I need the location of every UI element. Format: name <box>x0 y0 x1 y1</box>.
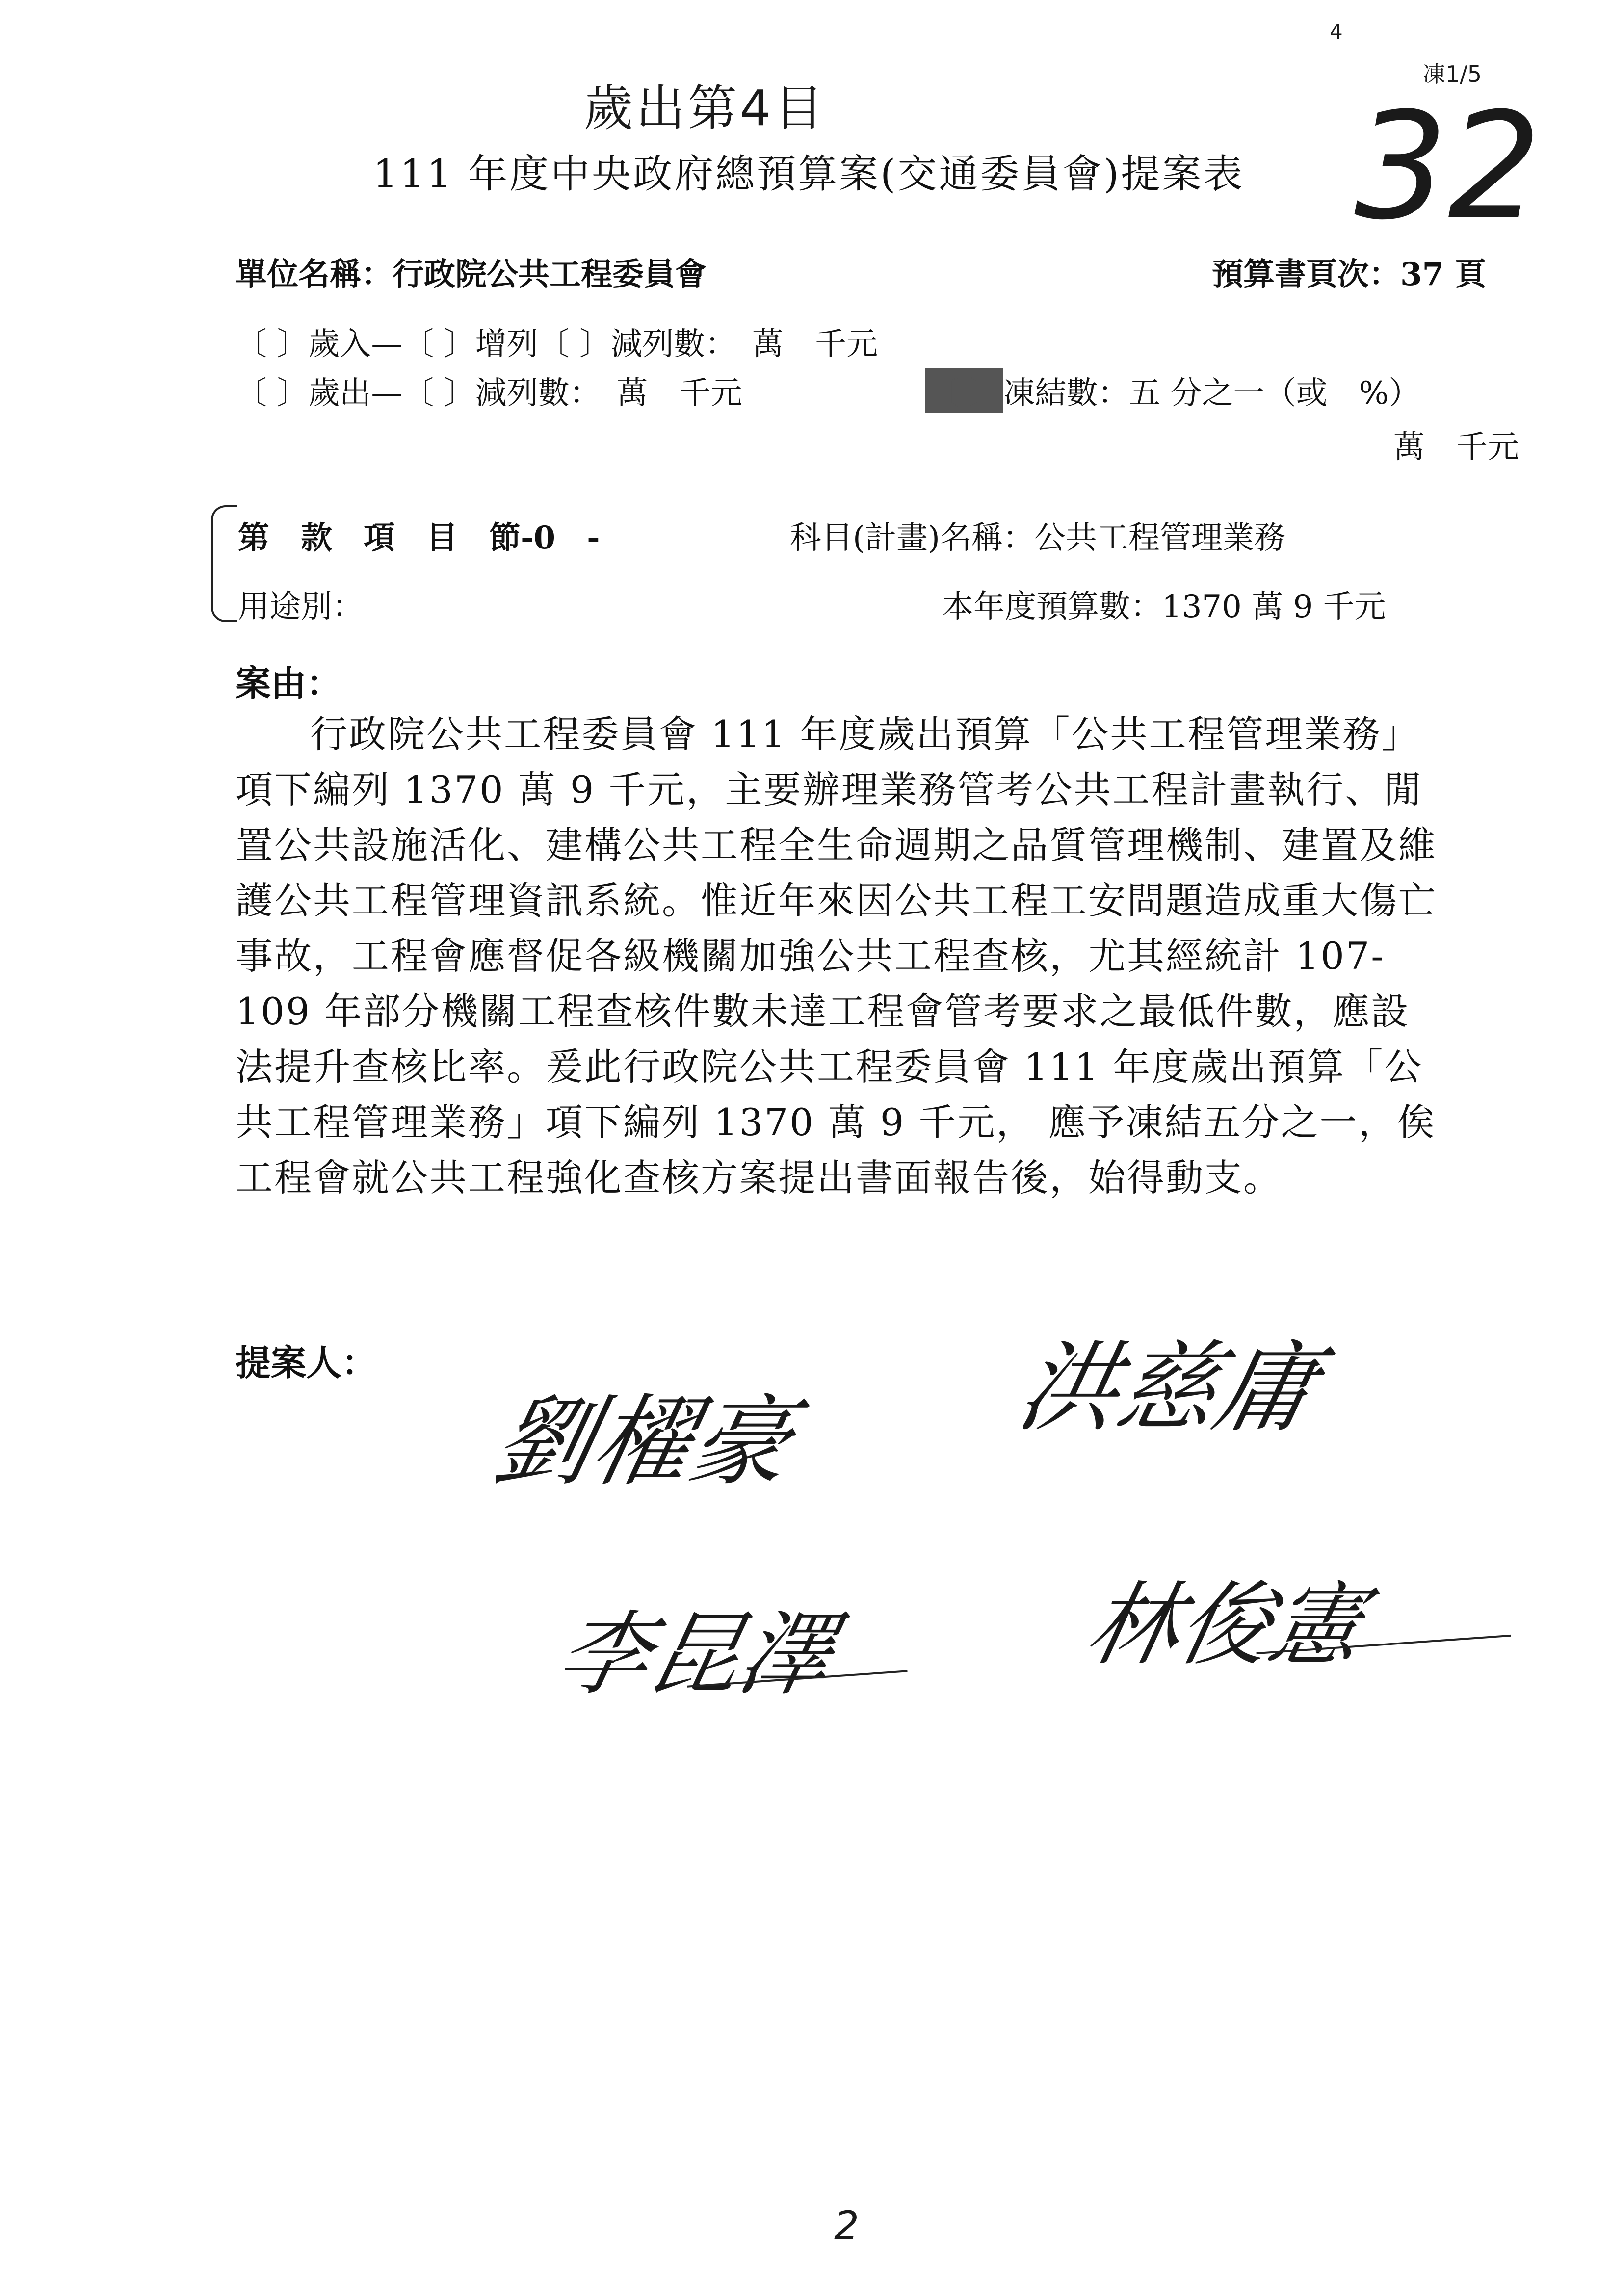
document-title: 111 年度中央政府總預算案(交通委員會)提案表 <box>373 151 1245 197</box>
usage-line: 用途別： <box>238 589 364 625</box>
expense-line: 〔 〕歲出—〔 〕減列數： 萬 千元 <box>236 375 742 412</box>
unit-name: 單位名稱：行政院公共工程委員會 <box>236 256 707 293</box>
reason-body: 行政院公共工程委員會 111 年度歲出預算「公共工程管理業務」項下編列 1370 萬 9 千元，主要辦理業務管考公共工程計畫執行、閒置公共設施活化、建構公共工程全生命週期之品質管理機制、建置及維護公共工程管理資訊系統。惟近年來因公共工程工安問題造成重大傷亡事故，工程會應督促各級機關加強公共工程查核，尤其經統計 107-109 年部分機關工程查核件數未達工程會管考要求之最低件數，應設法提升查核比率。爰此行政院公共工程委員會 111 年度歲出預算「公共工程管理業務」項下編列 1370 萬 9 千元， 應予凍結五分之一，俟工程會就公共工程強化查核方案提出書面報告後，始得動支。 <box>236 712 1437 1200</box>
signature: 林俊憲 <box>1078 1572 1373 1678</box>
proposal-number: 32 <box>1354 81 1542 252</box>
freeze-unit: 萬 千元 <box>1393 429 1519 466</box>
signature: 洪慈庸 <box>1008 1331 1327 1445</box>
annual-budget: 本年度預算數：1370 萬 9 千元 <box>942 589 1386 625</box>
freeze-checkbox-checked: 〔 〕 <box>925 368 1003 413</box>
freeze-ratio-handwritten-mark: 凍1/5 <box>1423 61 1482 87</box>
revenue-line: 〔 〕歲入—〔 〕增列〔 〕減列數： 萬 千元 <box>236 326 878 363</box>
proposer-label: 提案人： <box>236 1342 377 1383</box>
signature: 李昆澤 <box>548 1601 843 1707</box>
reason-heading: 案由： <box>236 662 342 704</box>
budget-category-heading: 歲出第4目 <box>584 79 826 137</box>
item-bracket <box>211 505 237 622</box>
budget-book-page: 預算書頁次：37 頁 <box>1212 256 1487 293</box>
corner-handwritten-mark: 4 <box>1330 20 1343 44</box>
page-footer-mark: 2 <box>834 2203 859 2248</box>
signature: 劉櫂豪 <box>483 1385 802 1499</box>
freeze-amount-text: 凍結數：五 分之一（或 %） <box>1003 375 1420 412</box>
subject-line: 科目(計畫)名稱：公共工程管理業務 <box>790 520 1285 556</box>
freeze-line <box>925 368 1420 413</box>
item-line: 第 款 項 目 節-0 - <box>238 520 600 556</box>
